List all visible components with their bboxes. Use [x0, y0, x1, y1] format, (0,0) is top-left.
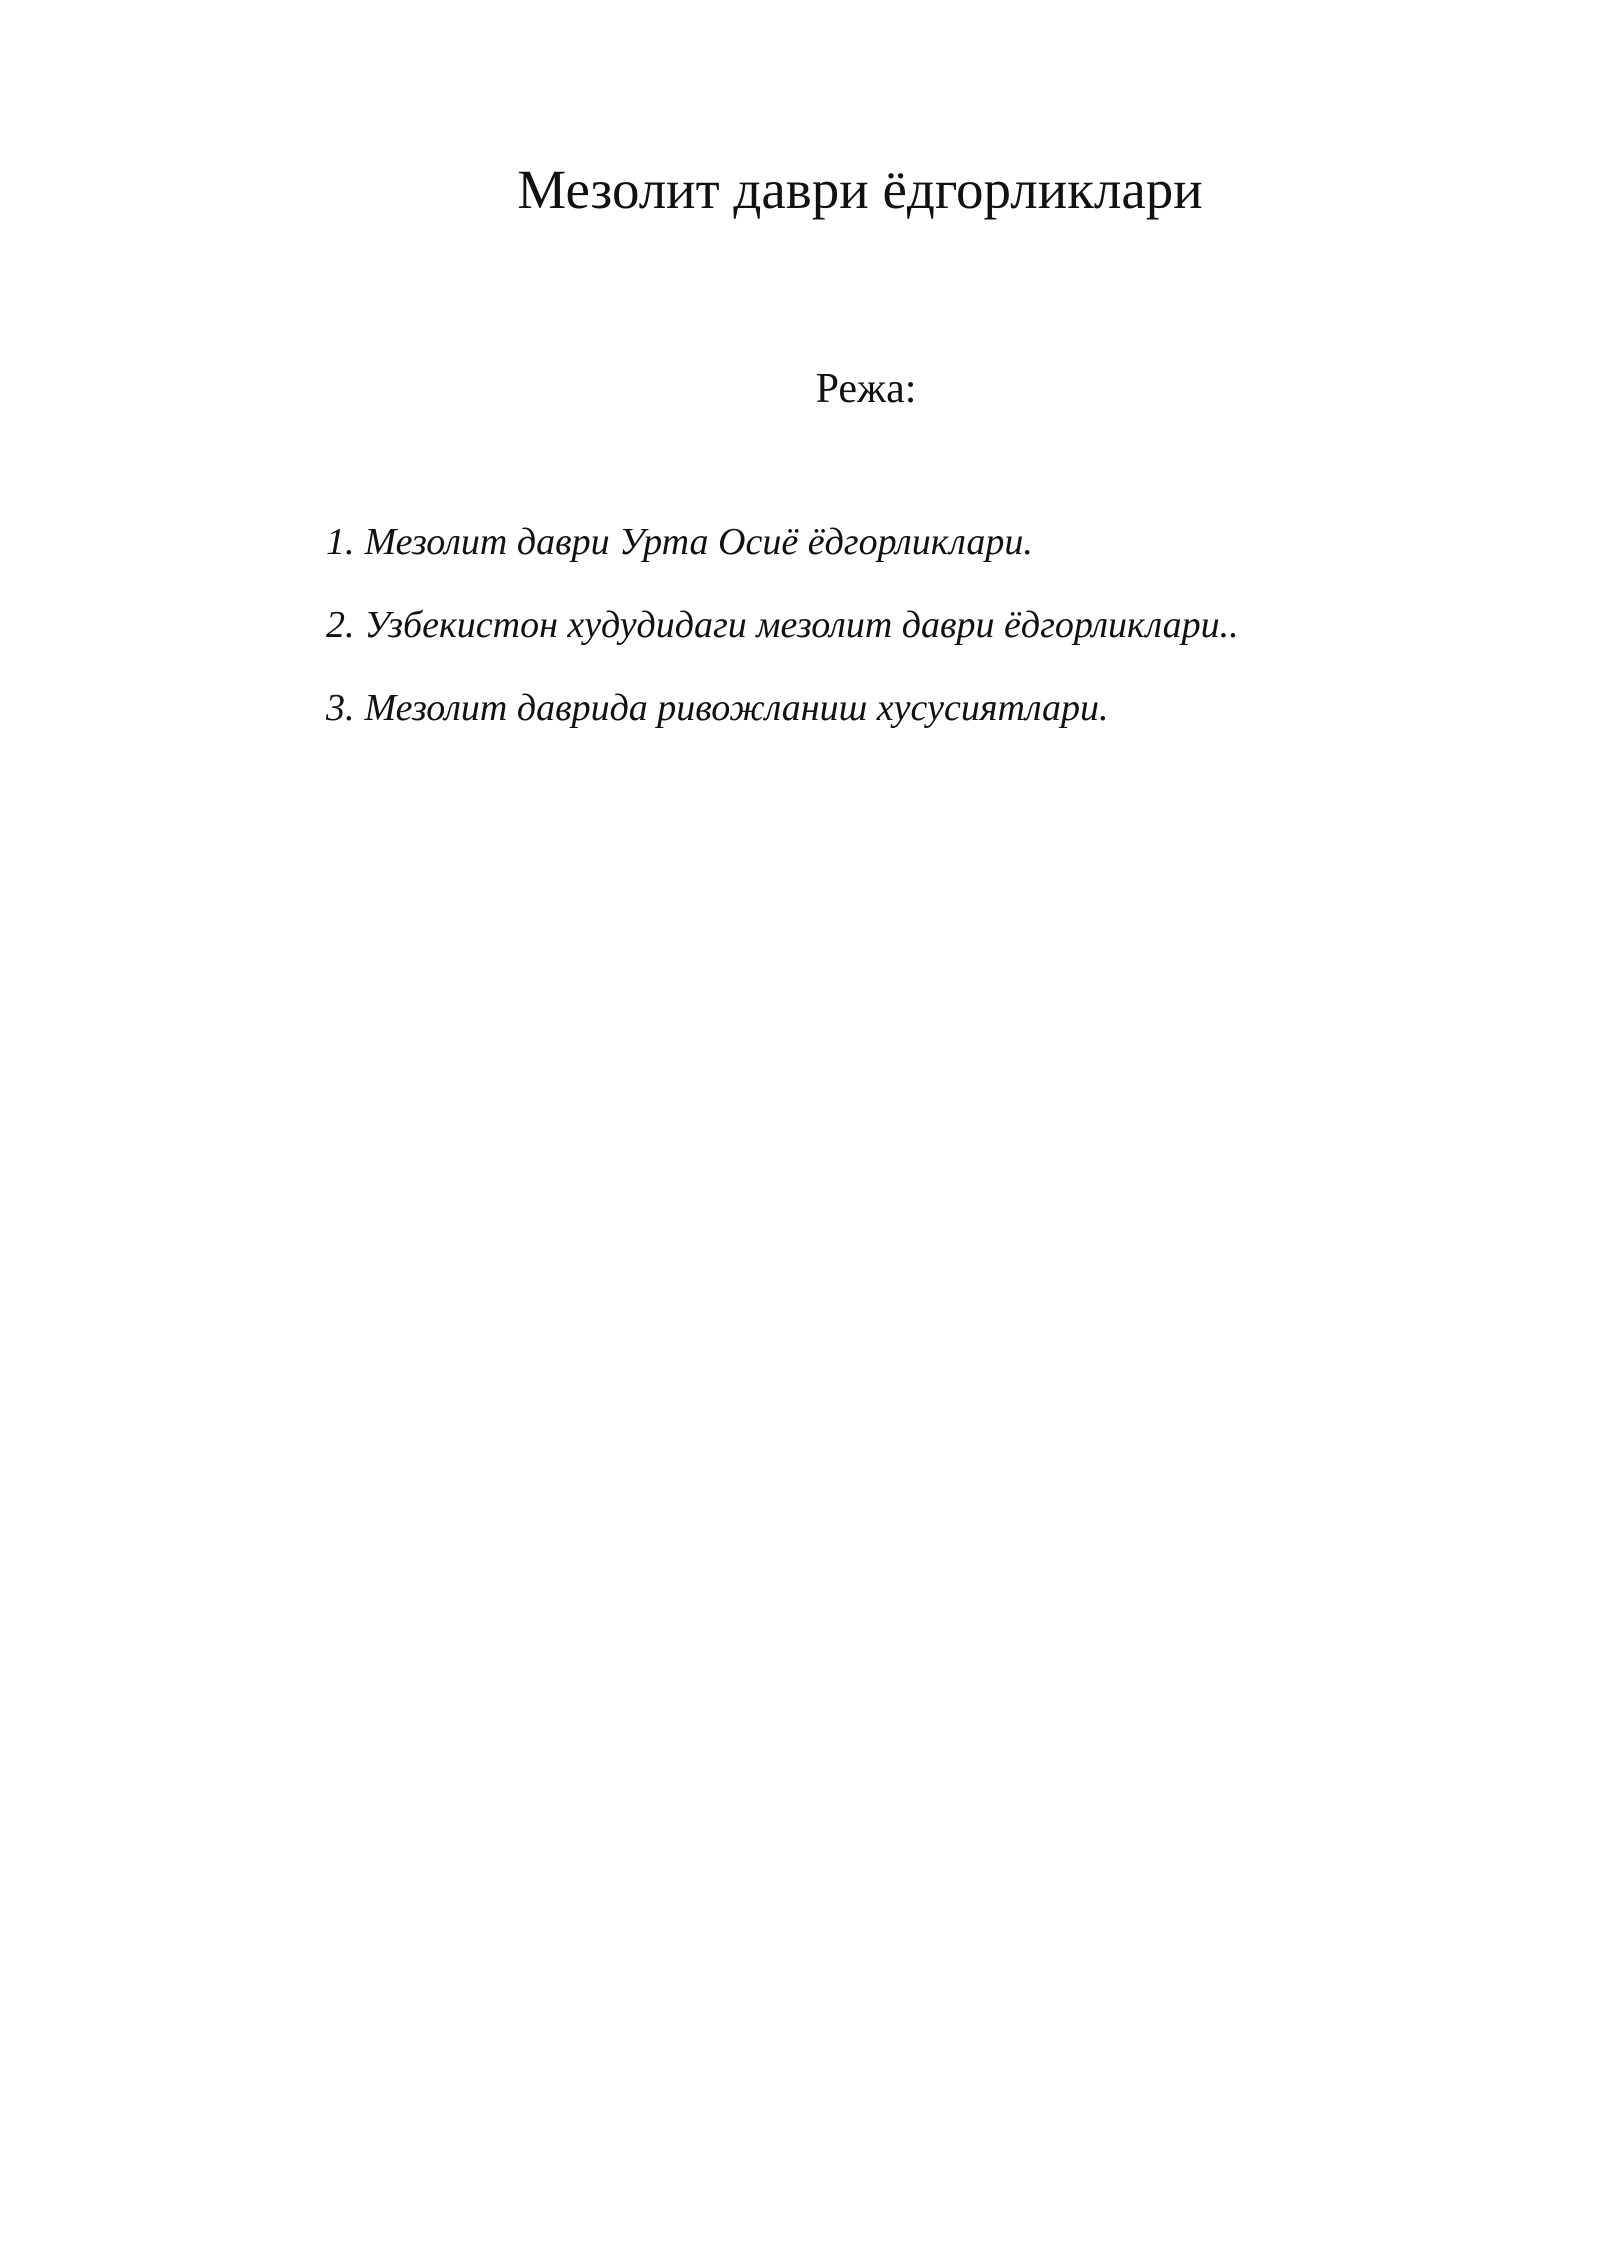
plan-item-text: Мезолит даври Урта Осиё ёдгорликлари. [364, 521, 1033, 563]
plan-item-number: 1. [326, 521, 355, 563]
plan-item-3 [326, 684, 1239, 732]
plan-item-number: 3. [326, 687, 355, 729]
plan-item-number: 2. [326, 604, 355, 646]
document-title: Мезолит даври ёдгорликлари [517, 159, 1203, 220]
plan-item-1 [326, 518, 1239, 566]
plan-item-text: Мезолит даврида ривожланиш хусусиятлари. [364, 687, 1109, 729]
plan-list [326, 518, 1239, 767]
plan-heading: Режа: [815, 366, 917, 412]
plan-item-2 [326, 601, 1239, 649]
plan-item-text: Узбекистон худудидаги мезолит даври ёдгорликлари.. [364, 604, 1239, 646]
